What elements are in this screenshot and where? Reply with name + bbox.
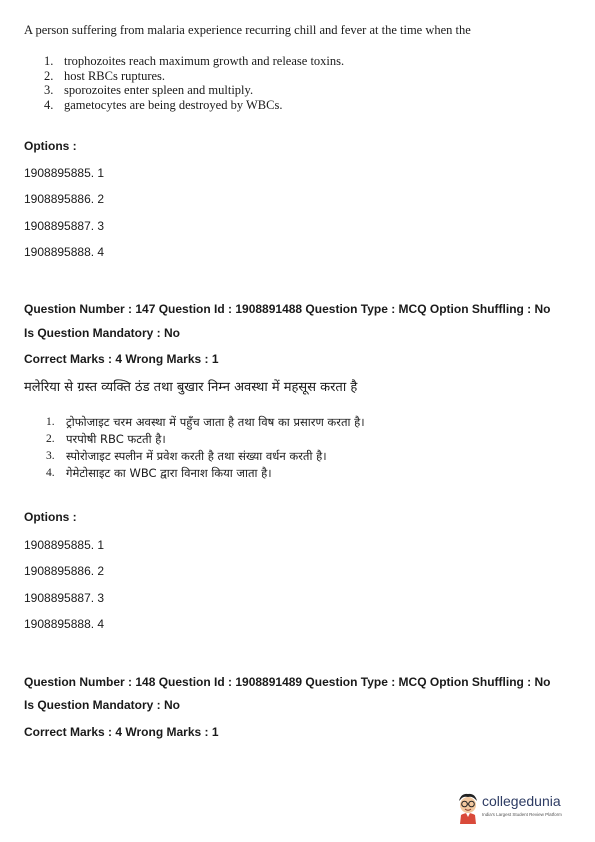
answer-choices — [44, 54, 575, 112]
question-mandatory: Is Question Mandatory : No — [24, 326, 181, 340]
question-text: मलेरिया से ग्रस्त व्यक्ति ठंड तथा बुखार निम्न अवस्था में महसूस करता है — [24, 380, 358, 395]
question-mandatory: Is Question Mandatory : No — [24, 698, 181, 712]
option-item: 1908895887. 3 — [24, 591, 105, 605]
choice-item: 4. gametocytes are being destroyed by WBCs. — [44, 97, 283, 112]
choice-item: 3. स्पोरोजाइट स्पलीन में प्रवेश करती है तथा संख्या वर्धन करती है। — [46, 449, 327, 463]
option-item: 1908895886. 2 — [24, 564, 105, 578]
logo-tagline: India's Largest Student Review Platform — [482, 812, 562, 817]
option-item: 1908895885. 1 — [24, 166, 105, 180]
collegedunia-logo[interactable] — [455, 791, 575, 831]
mascot-icon — [455, 791, 481, 825]
option-item: 1908895888. 4 — [24, 245, 105, 259]
question-header: Question Number : 148 Question Id : 1908891489 Question Type : MCQ Option Shuffling : No — [24, 675, 551, 689]
choice-item: 2. host RBCs ruptures. — [44, 68, 166, 83]
options-label: Options : — [24, 139, 77, 153]
question-marks: Correct Marks : 4 Wrong Marks : 1 — [24, 725, 219, 739]
choice-item: 1. ट्रोफोजाइट चरम अवस्था में पहुँच जाता है तथा विष का प्रसारण करता है। — [46, 415, 365, 429]
option-item: 1908895885. 1 — [24, 538, 105, 552]
choice-item: 3. sporozoites enter spleen and multiply. — [44, 83, 254, 97]
question-marks: Correct Marks : 4 Wrong Marks : 1 — [24, 352, 219, 366]
choice-item: 4. गेमेटोसाइट का WBC द्वारा विनाश किया जाता है। — [46, 466, 272, 480]
options-label: Options : — [24, 510, 77, 524]
answer-choices — [46, 414, 579, 482]
choice-item: 1. trophozoites reach maximum growth and release toxins. — [44, 54, 345, 68]
option-item: 1908895888. 4 — [24, 617, 105, 631]
question-text: A person suffering from malaria experience recurring chill and fever at the time when the — [24, 23, 471, 37]
option-item: 1908895886. 2 — [24, 192, 105, 206]
question-header: Question Number : 147 Question Id : 1908891488 Question Type : MCQ Option Shuffling : No — [24, 302, 551, 316]
option-item: 1908895887. 3 — [24, 219, 105, 233]
choice-item: 2. परपोषी RBC फटती है। — [46, 432, 166, 446]
logo-wordmark: collegedunia — [482, 793, 561, 809]
